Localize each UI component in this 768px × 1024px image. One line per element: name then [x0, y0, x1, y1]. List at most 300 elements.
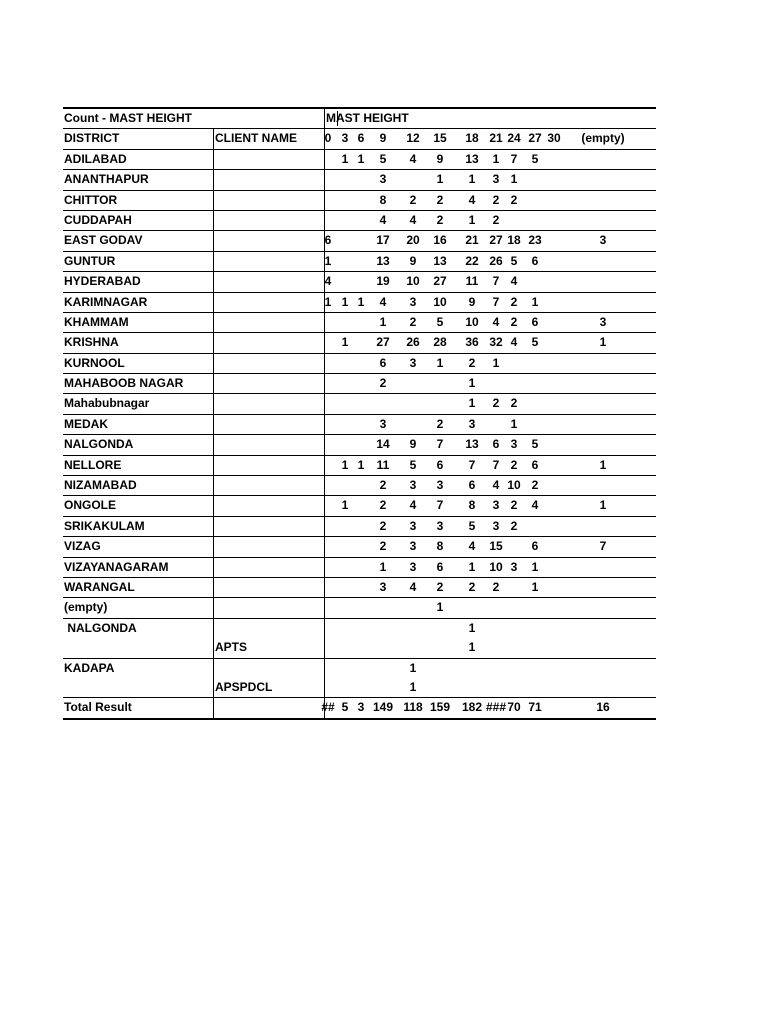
mast-height-value-cell: 11	[376, 457, 390, 472]
client-cell	[213, 619, 324, 638]
column-divider	[324, 456, 325, 475]
column-divider	[324, 150, 325, 169]
mast-height-label: MAST HEIGHT	[326, 111, 409, 125]
mast-height-value-cell: 1	[324, 294, 332, 309]
client-cell	[213, 415, 324, 434]
table-row	[63, 558, 656, 578]
mast-height-value-cell: 4	[510, 335, 518, 350]
mast-height-value-cell: 2	[468, 579, 476, 594]
total-value-cell: 159	[430, 700, 451, 715]
client-name	[214, 600, 215, 614]
client-cell	[213, 374, 324, 393]
mast-height-value-cell: 1	[379, 314, 387, 329]
mast-height-value-cell: 6	[468, 478, 476, 493]
mast-height-value-cell: 1	[341, 457, 349, 472]
table-row	[63, 191, 656, 211]
mast-height-value-cell: 8	[468, 498, 476, 513]
total-label: Total Result	[64, 700, 132, 715]
district-cell: NIZAMABAD	[64, 478, 137, 493]
mast-height-value-cell: 32	[489, 335, 503, 350]
mast-height-value-cell: 5	[531, 437, 539, 452]
column-divider	[324, 678, 325, 697]
mast-height-value-cell: 5	[409, 457, 417, 472]
mast-height-value-cell: 2	[492, 396, 500, 411]
table-body	[63, 150, 656, 699]
mast-height-value-cell: 1	[436, 172, 444, 187]
column-divider	[324, 537, 325, 556]
client-cell	[213, 558, 324, 577]
mast-height-value-cell: 1	[468, 396, 476, 411]
column-header-label: 21	[489, 131, 503, 146]
count-label: Count - MAST HEIGHT	[64, 111, 192, 125]
mast-height-value-cell: 6	[531, 253, 539, 268]
mast-height-value-cell: 1	[599, 335, 607, 350]
table-row	[63, 394, 656, 414]
mast-height-value-cell: 5	[379, 151, 387, 166]
mast-height-value-cell: 1	[409, 660, 417, 675]
table-row	[63, 517, 656, 537]
mast-height-value-cell: 5	[531, 151, 539, 166]
total-value-cell: 70	[507, 700, 521, 715]
mast-height-value-cell: 6	[379, 355, 387, 370]
mast-height-value-cell: 2	[531, 478, 539, 493]
mast-height-value-cell: 3	[436, 518, 444, 533]
table-row	[63, 272, 656, 292]
mast-height-value-cell: 2	[379, 376, 387, 391]
column-divider	[324, 394, 325, 413]
mast-height-value-cell: 7	[510, 151, 518, 166]
client-cell	[213, 211, 324, 230]
mast-height-value-cell: 6	[436, 457, 444, 472]
mast-height-value-cell: 36	[465, 335, 479, 350]
client-name	[214, 661, 215, 675]
client-name	[214, 478, 215, 492]
column-divider	[324, 598, 325, 617]
client-cell	[213, 231, 324, 250]
mast-height-value-cell: 2	[492, 212, 500, 227]
client-cell	[213, 354, 324, 373]
column-header-label: 3	[341, 131, 349, 146]
column-divider	[324, 415, 325, 434]
client-header-cell	[213, 129, 324, 148]
mast-height-value-cell: 5	[436, 314, 444, 329]
mast-height-value-cell: 9	[468, 294, 476, 309]
mast-height-value-cell: 11	[465, 274, 479, 289]
total-value-cell: 182	[462, 700, 483, 715]
client-cell	[213, 252, 324, 271]
client-cell	[213, 293, 324, 312]
client-cell	[213, 698, 324, 717]
mast-height-value-cell: 18	[507, 233, 521, 248]
client-cell	[213, 598, 324, 617]
client-name	[214, 172, 215, 186]
mast-height-value-cell: 1	[599, 498, 607, 513]
client-name	[214, 295, 215, 309]
mast-height-value-cell: 3	[492, 498, 500, 513]
mast-height-value-cell: 4	[468, 192, 476, 207]
mast-height-value-cell: 1	[357, 294, 365, 309]
client-name	[214, 621, 215, 635]
district-cell: HYDERABAD	[64, 274, 141, 289]
table-row	[63, 415, 656, 435]
district-cell: MEDAK	[64, 416, 108, 431]
district-cell: KHAMMAM	[64, 314, 129, 329]
client-name	[214, 580, 215, 594]
column-divider	[324, 517, 325, 536]
mast-height-value-cell: 9	[409, 253, 417, 268]
mast-height-value-cell: 3	[379, 416, 387, 431]
district-cell: GUNTUR	[64, 253, 116, 268]
column-divider	[324, 619, 325, 638]
mast-height-value-cell: 8	[379, 192, 387, 207]
mast-height-value-cell: 2	[510, 294, 518, 309]
mast-height-value-cell: 9	[436, 151, 444, 166]
mast-height-value-cell: 2	[510, 192, 518, 207]
district-cell: NELLORE	[64, 457, 122, 472]
mast-height-value-cell: 1	[531, 559, 539, 574]
mast-height-value-cell: 1	[468, 620, 476, 635]
mast-height-value-cell: 1	[324, 253, 332, 268]
district-cell: MAHABOOB NAGAR	[64, 376, 184, 391]
mast-height-value-cell: 6	[531, 539, 539, 554]
column-divider	[324, 170, 325, 189]
client-name	[214, 254, 215, 268]
mast-height-value-cell: 6	[492, 437, 500, 452]
mast-height-value-cell: 3	[599, 233, 607, 248]
mast-height-value-cell: 3	[409, 559, 417, 574]
total-value-cell: 5	[341, 700, 349, 715]
client-name	[214, 519, 215, 533]
column-divider	[324, 558, 325, 577]
client-name	[214, 335, 215, 349]
table-row	[63, 578, 656, 598]
mast-height-value-cell: 3	[409, 355, 417, 370]
table-row	[63, 374, 656, 394]
mast-height-value-cell: 10	[507, 478, 521, 493]
mast-height-value-cell: 5	[531, 335, 539, 350]
client-name	[214, 274, 215, 288]
mast-height-value-cell: 4	[409, 151, 417, 166]
mast-height-value-cell: 27	[433, 274, 447, 289]
table-row	[63, 231, 656, 251]
mast-height-value-cell: 3	[409, 478, 417, 493]
mast-height-value-cell: 2	[379, 518, 387, 533]
mast-height-value-cell: 7	[492, 294, 500, 309]
column-header-label: (empty)	[581, 131, 625, 146]
district-cell: WARANGAL	[64, 579, 135, 594]
mast-height-value-cell: 7	[468, 457, 476, 472]
mast-height-value-cell: 22	[465, 253, 479, 268]
mast-height-value-cell: 10	[406, 274, 420, 289]
mast-height-value-cell: 4	[492, 478, 500, 493]
column-divider	[324, 659, 325, 678]
mast-height-value-cell: 3	[468, 416, 476, 431]
client-cell	[213, 678, 324, 697]
table-row	[63, 476, 656, 496]
mast-height-value-cell: 2	[510, 396, 518, 411]
client-name	[214, 152, 215, 166]
client-cell	[213, 150, 324, 169]
mast-height-value-cell: 5	[510, 253, 518, 268]
total-value-cell: ##	[321, 700, 335, 715]
mast-height-value-cell: 1	[492, 151, 500, 166]
mast-height-value-cell: 5	[468, 518, 476, 533]
mast-height-value-cell: 1	[468, 376, 476, 391]
total-value-cell: 3	[357, 700, 365, 715]
mast-height-value-cell: 1	[468, 640, 476, 655]
column-divider	[324, 354, 325, 373]
column-header-label: 24	[507, 131, 521, 146]
header-row-columns	[63, 129, 656, 149]
table-row	[63, 496, 656, 516]
column-header-label: 9	[379, 131, 387, 146]
mast-height-value-cell: 9	[409, 437, 417, 452]
mast-height-value-cell: 1	[341, 151, 349, 166]
mast-height-value-cell: 4	[468, 539, 476, 554]
table-row	[63, 435, 656, 455]
mast-height-value-cell: 13	[465, 437, 479, 452]
client-name	[214, 376, 215, 390]
mast-height-value-cell: 4	[324, 274, 332, 289]
mast-height-value-cell: 7	[492, 457, 500, 472]
client-cell	[213, 272, 324, 291]
table-row	[63, 333, 656, 353]
mast-height-value-cell: 13	[465, 151, 479, 166]
mast-height-value-cell: 10	[433, 294, 447, 309]
table-row	[63, 293, 656, 313]
total-row	[63, 698, 656, 719]
column-divider	[324, 578, 325, 597]
mast-height-value-cell: 1	[436, 355, 444, 370]
mast-height-value-cell: 1	[357, 457, 365, 472]
client-name	[214, 356, 215, 370]
client-cell	[213, 578, 324, 597]
client-name	[214, 539, 215, 553]
client-cell	[213, 456, 324, 475]
mast-height-value-cell: 7	[599, 539, 607, 554]
mast-height-value-cell: 3	[492, 172, 500, 187]
total-value-cell: 71	[528, 700, 542, 715]
mast-height-value-cell: 10	[465, 314, 479, 329]
mast-height-value-cell: 3	[492, 518, 500, 533]
client-name	[214, 458, 215, 472]
mast-height-value-cell: 13	[433, 253, 447, 268]
client-name: APTS	[215, 640, 248, 655]
column-divider	[324, 211, 325, 230]
mast-height-value-cell: 2	[379, 539, 387, 554]
mast-height-value-cell: 1	[531, 579, 539, 594]
client-cell	[213, 638, 324, 657]
mast-height-value-cell: 1	[357, 151, 365, 166]
mast-height-value-cell: 20	[406, 233, 420, 248]
mast-height-value-cell: 1	[436, 600, 444, 615]
district-cell: CUDDAPAH	[64, 212, 132, 227]
district-cell: ADILABAD	[64, 151, 127, 166]
client-cell	[213, 517, 324, 536]
district-cell: NALGONDA	[64, 437, 134, 452]
client-name	[214, 233, 215, 247]
column-header-label: 30	[547, 131, 561, 146]
district-cell: KADAPA	[64, 660, 115, 675]
client-name: APSPDCL	[215, 679, 273, 694]
mast-height-value-cell: 1	[379, 559, 387, 574]
mast-height-value-cell: 1	[531, 294, 539, 309]
district-cell: ANANTHAPUR	[64, 172, 149, 187]
pivot-table	[63, 107, 656, 720]
mast-height-value-cell: 6	[531, 314, 539, 329]
mast-height-value-cell: 2	[379, 498, 387, 513]
mast-height-value-cell: 3	[409, 539, 417, 554]
column-divider	[324, 374, 325, 393]
client-name	[214, 315, 215, 329]
mast-height-value-cell: 28	[433, 335, 447, 350]
column-divider	[324, 435, 325, 454]
column-divider	[324, 638, 325, 657]
client-cell	[213, 537, 324, 556]
table-row	[63, 456, 656, 476]
total-value-cell: ###	[486, 700, 507, 715]
total-value-cell: 118	[403, 700, 423, 715]
mast-height-value-cell: 26	[489, 253, 503, 268]
mast-height-value-cell: 3	[599, 314, 607, 329]
mast-height-value-cell: 16	[433, 233, 447, 248]
district-cell: SRIKAKULAM	[64, 518, 145, 533]
district-cell: (empty)	[64, 600, 108, 615]
mast-height-value-cell: 2	[492, 192, 500, 207]
district-cell: KURNOOL	[64, 355, 125, 370]
district-cell: CHITTOR	[64, 192, 118, 207]
mast-height-value-cell: 15	[489, 539, 503, 554]
column-divider	[324, 191, 325, 210]
mast-height-value-cell: 4	[409, 212, 417, 227]
column-header-label: 18	[465, 131, 479, 146]
total-value-cell: 16	[596, 700, 610, 715]
mast-height-value-cell: 3	[379, 579, 387, 594]
mast-height-value-cell: 1	[599, 457, 607, 472]
mast-height-value-cell: 2	[436, 579, 444, 594]
mast-height-value-cell: 6	[531, 457, 539, 472]
mast-height-value-cell: 2	[510, 518, 518, 533]
mast-height-value-cell: 2	[379, 478, 387, 493]
district-cell: KARIMNAGAR	[64, 294, 148, 309]
table-row	[63, 170, 656, 190]
mast-height-value-cell: 19	[376, 274, 390, 289]
mast-height-value-cell: 3	[436, 478, 444, 493]
client-cell	[213, 394, 324, 413]
table-row	[63, 598, 656, 618]
table-row	[63, 678, 656, 698]
mast-height-value-cell: 1	[492, 355, 500, 370]
client-cell	[213, 170, 324, 189]
column-header-label: 15	[433, 131, 447, 146]
mast-height-value-cell: 7	[436, 437, 444, 452]
mast-height-value-cell: 2	[510, 457, 518, 472]
table-row	[63, 619, 656, 638]
district-cell: KRISHNA	[64, 335, 119, 350]
mast-height-value-cell: 13	[376, 253, 390, 268]
client-name	[214, 213, 215, 227]
district-cell: NALGONDA	[64, 620, 137, 635]
district-cell: ONGOLE	[64, 498, 117, 513]
column-divider	[324, 109, 325, 128]
mast-height-value-cell: 4	[531, 498, 539, 513]
mast-height-value-cell: 1	[409, 679, 417, 694]
district-cell: Mahabubnagar	[64, 396, 150, 411]
client-name	[214, 396, 215, 410]
client-name	[214, 498, 215, 512]
mast-height-value-cell: 4	[510, 274, 518, 289]
mast-height-value-cell: 6	[324, 233, 332, 248]
district-cell: VIZAYANAGARAM	[64, 559, 169, 574]
mast-height-value-cell: 2	[436, 212, 444, 227]
district-header: DISTRICT	[64, 131, 120, 146]
mast-height-value-cell: 14	[376, 437, 390, 452]
mast-height-value-cell: 3	[510, 437, 518, 452]
table-row	[63, 537, 656, 557]
client-name	[214, 417, 215, 431]
mast-height-value-cell: 1	[468, 212, 476, 227]
mast-height-value-cell: 1	[341, 335, 349, 350]
column-divider	[324, 496, 325, 515]
mast-height-value-cell: 2	[409, 314, 417, 329]
mast-height-value-cell: 6	[436, 559, 444, 574]
column-header-label: 6	[357, 131, 365, 146]
mast-height-value-cell: 4	[379, 294, 387, 309]
mast-height-value-cell: 4	[492, 314, 500, 329]
column-divider	[324, 313, 325, 332]
mast-height-value-cell: 27	[376, 335, 390, 350]
mast-height-value-cell: 2	[409, 192, 417, 207]
mast-height-value-cell: 10	[489, 559, 503, 574]
mast-height-value-cell: 2	[468, 355, 476, 370]
column-header-label: 27	[528, 131, 542, 146]
column-divider	[324, 476, 325, 495]
mast-height-value-cell: 3	[409, 518, 417, 533]
mast-height-value-cell: 1	[510, 416, 518, 431]
total-value-cell: 149	[373, 700, 394, 715]
table-row	[63, 150, 656, 170]
district-cell	[64, 638, 212, 657]
mast-height-value-cell: 7	[492, 274, 500, 289]
mast-height-value-cell: 26	[406, 335, 420, 350]
mast-height-value-cell: 4	[409, 579, 417, 594]
mast-height-value-cell: 7	[436, 498, 444, 513]
client-cell	[213, 313, 324, 332]
mast-height-value-cell: 4	[379, 212, 387, 227]
table-row	[63, 252, 656, 272]
client-cell	[213, 333, 324, 352]
mast-height-value-cell: 23	[528, 233, 542, 248]
table-row	[63, 211, 656, 231]
table-row	[63, 638, 656, 658]
client-cell	[213, 191, 324, 210]
client-name	[214, 193, 215, 207]
mast-height-value-cell: 2	[436, 416, 444, 431]
district-cell: VIZAG	[64, 539, 101, 554]
client-header: CLIENT NAME	[215, 131, 297, 146]
client-name	[214, 560, 215, 574]
mast-height-value-cell: 3	[409, 294, 417, 309]
client-cell	[213, 476, 324, 495]
mast-height-value-cell: 4	[409, 498, 417, 513]
mast-height-value-cell: 2	[492, 579, 500, 594]
mast-height-value-cell: 1	[468, 172, 476, 187]
mast-height-value-cell: 8	[436, 539, 444, 554]
client-cell	[213, 496, 324, 515]
mast-height-value-cell: 1	[341, 498, 349, 513]
client-cell	[213, 659, 324, 678]
mast-height-value-cell: 21	[465, 233, 479, 248]
